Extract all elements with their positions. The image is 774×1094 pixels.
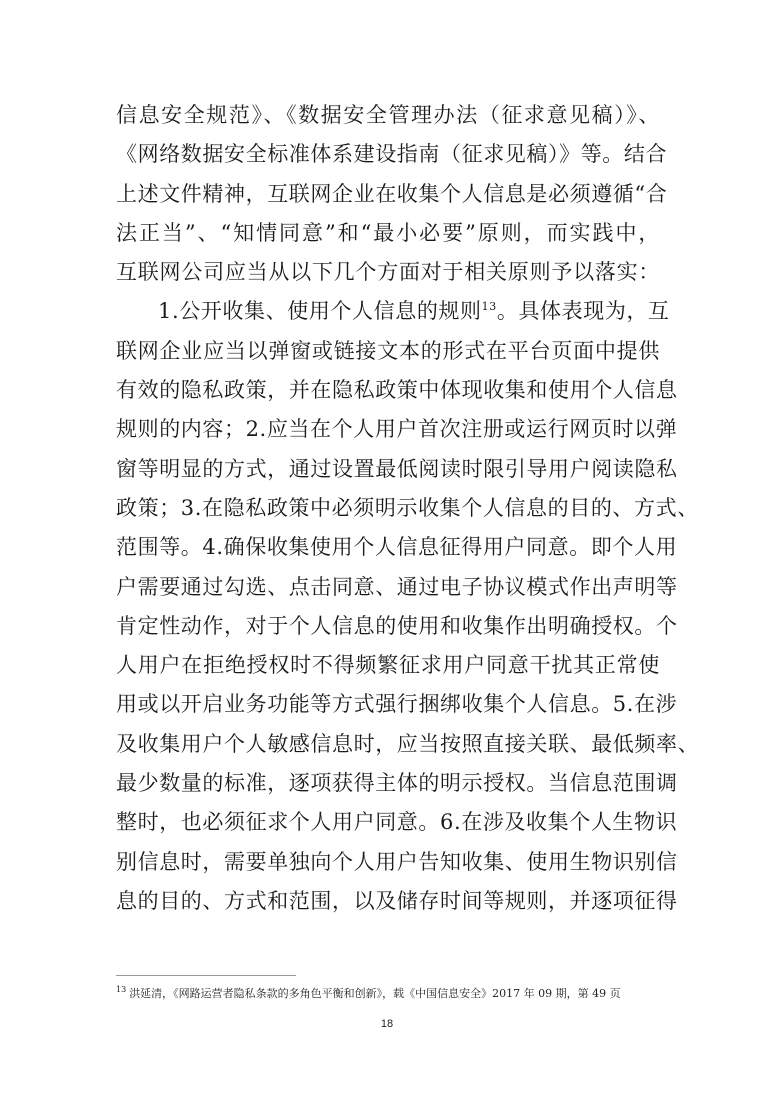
text-line: 信息安全规范》、《数据安全管理办法（征求意见稿）》、 xyxy=(116,103,660,127)
body-text xyxy=(116,96,700,921)
text-line: 互联网公司应当从以下几个方面对于相关原则予以落实： xyxy=(116,260,660,285)
text-line: 法正当”、“知情同意”和“最小必要”原则，而实践中， xyxy=(116,220,660,245)
text-line: 用或以开启业务功能等方式强行捆绑收集个人信息。5.在涉 xyxy=(116,692,678,717)
text-line: 肯定性动作，对于个人信息的使用和收集作出明确授权。个 xyxy=(116,613,678,638)
text-line: 规则的内容；2.应当在个人用户首次注册或运行网页时以弹 xyxy=(116,417,678,442)
footnote-reference: 13 xyxy=(481,300,497,314)
text-line: 户需要通过勾选、点击同意、通过电子协议模式作出声明等 xyxy=(116,574,678,599)
text-line: 整时，也必须征求个人用户同意。6.在涉及收集个人生物识 xyxy=(116,810,678,835)
text-line-paragraph-start xyxy=(116,292,670,331)
text-line: 政策；3.在隐私政策中必须明示收集个人信息的目的、方式、 xyxy=(116,495,699,520)
text-line: 有效的隐私政策，并在隐私政策中体现收集和使用个人信息 xyxy=(116,378,678,403)
text-line: 别信息时，需要单独向个人用户告知收集、使用生物识别信 xyxy=(116,849,678,874)
paragraph-lead-text: 1.公开收集、使用个人信息的规则 xyxy=(158,299,482,324)
text-line: 窗等明显的方式，通过设置最低阅读时限引导用户阅读隐私 xyxy=(116,456,678,481)
footnote xyxy=(116,985,661,1003)
text-line: 范围等。4.确保收集使用个人信息征得用户同意。即个人用 xyxy=(116,535,678,560)
footnote-text: 洪延清，《网路运营者隐私条款的多角色平衡和创新》，载《中国信息安全》2017 年 09 期，第 49 页 xyxy=(129,987,621,1000)
text-line: 《网络数据安全标准体系建设指南（征求见稿）》等。结合 xyxy=(116,142,668,167)
page-number: 18 xyxy=(380,1018,394,1030)
footnote-separator xyxy=(116,975,296,976)
text-line: 联网企业应当以弹窗或链接文本的形式在平台页面中提供 xyxy=(116,338,660,363)
text-line: 及收集用户个人敏感信息时，应当按照直接关联、最低频率、 xyxy=(116,731,700,756)
paragraph-lead-tail: 。具体表现为，互 xyxy=(496,299,670,324)
text-line: 人用户在拒绝授权时不得频繁征求用户同意干扰其正常使 xyxy=(116,653,660,678)
footnote-marker: 13 xyxy=(116,985,127,995)
text-line: 上述文件精神，互联网企业在收集个人信息是必须遵循“合 xyxy=(116,181,668,206)
text-line: 最少数量的标准，逐项获得主体的明示授权。当信息范围调 xyxy=(116,771,678,796)
text-line: 息的目的、方式和范围，以及储存时间等规则，并逐项征得 xyxy=(116,888,678,913)
